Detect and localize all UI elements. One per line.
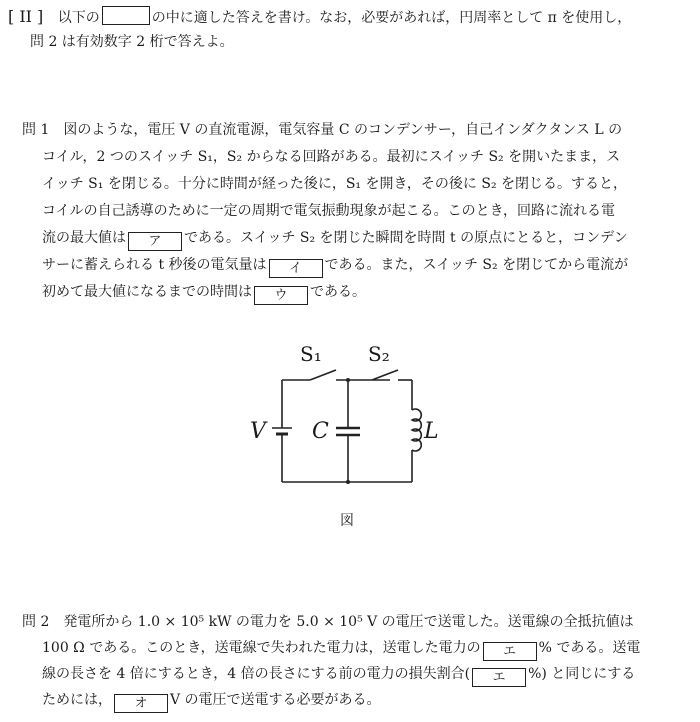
q1-line4 <box>42 201 615 221</box>
q1-line6 <box>42 255 628 278</box>
q2-line2 <box>42 638 640 661</box>
answer-box-o: オ <box>114 694 168 713</box>
header-text-post: の中に適した答えを書け。なお，必要があれば，円周率として π を使用し， <box>151 10 632 26</box>
q1-line7 <box>42 282 366 305</box>
label-v: V <box>250 419 266 444</box>
circuit-diagram <box>240 340 440 490</box>
q1-text-7a: 初めて最大値になるまでの時間は <box>42 284 252 300</box>
q2-text-4a: ためには， <box>42 692 112 708</box>
problem-header-line1 <box>8 6 631 28</box>
q2-line4 <box>42 690 381 713</box>
answer-box-u: ウ <box>254 286 308 305</box>
q1-line2 <box>42 147 620 167</box>
switch-s2-blade <box>372 370 398 380</box>
problem-header-line2 <box>30 32 234 52</box>
junction-top <box>346 378 350 382</box>
q2-text-2b: % である。送電 <box>538 640 641 656</box>
label-s2: S₂ <box>368 342 390 366</box>
q1-line5 <box>42 228 628 251</box>
figure-caption: 図 <box>340 513 354 529</box>
q2-line1 <box>22 612 634 632</box>
blank-box <box>102 6 150 25</box>
q2-text-2a: 100 Ω である。このとき，送電線で失われた電力は，送電した電力の <box>42 640 481 656</box>
q2-text-4b: V の電圧で送電する必要がある。 <box>170 692 381 708</box>
answer-box-e-2: エ <box>472 668 526 687</box>
q1-text-7b: である。 <box>310 284 366 300</box>
coil-inductor <box>412 409 421 451</box>
q2-text-3a: 線の長さを 4 倍にするとき，4 倍の長さにする前の電力の損失割合( <box>42 666 471 682</box>
q1-text-2: コイル，2 つのスイッチ S₁，S₂ からなる回路がある。最初にスイッチ S₂ を開いたまま，ス <box>42 149 621 165</box>
q1-line3 <box>42 174 627 194</box>
q1-line1 <box>22 120 622 140</box>
answer-box-a: ア <box>128 232 182 251</box>
answer-box-e: エ <box>483 642 537 661</box>
q1-text-6b: である。また，スイッチ S₂ を閉じてから電流が <box>324 257 629 273</box>
junction-bottom <box>346 480 350 484</box>
header-text-pre: 以下の <box>57 10 100 26</box>
label-s1: S₁ <box>300 342 322 366</box>
q1-text-5a: 流の最大値は <box>42 230 126 246</box>
q1-text-5b: である。スイッチ S₂ を閉じた瞬間を時間 t の原点にとると，コンデン <box>184 230 628 246</box>
label-l: L <box>424 419 439 444</box>
answer-box-i: イ <box>269 259 323 278</box>
switch-s1-blade <box>310 370 336 380</box>
q2-text-3b: %) と同じにする <box>528 666 636 682</box>
q2-text-1: 問 2 発電所から 1.0 × 10⁵ kW の電力を 5.0 × 10⁵ V の電圧で送電した。送電線の全抵抗値は <box>22 614 634 630</box>
q1-text-3: イッチ S₁ を閉じる。十分に時間が経った後に，S₁ を開き，その後に S₂ を閉じる。すると， <box>42 176 628 192</box>
label-c: C <box>312 419 329 444</box>
q1-text-4: コイルの自己誘導のために一定の周期で電気振動現象が起こる。このとき，回路に流れる電 <box>42 203 616 219</box>
q1-text-6a: サーに蓄えられる t 秒後の電気量は <box>42 257 267 273</box>
header-text-line2: 問 2 は有効数字 2 桁で答えよ。 <box>30 34 234 50</box>
q1-text-1: 問 1 図のような，電圧 V の直流電源，電気容量 C のコンデンサー，自己インダクタンス L の <box>22 122 623 138</box>
problem-number: [ II ] <box>8 7 44 26</box>
q2-line3 <box>42 664 635 687</box>
